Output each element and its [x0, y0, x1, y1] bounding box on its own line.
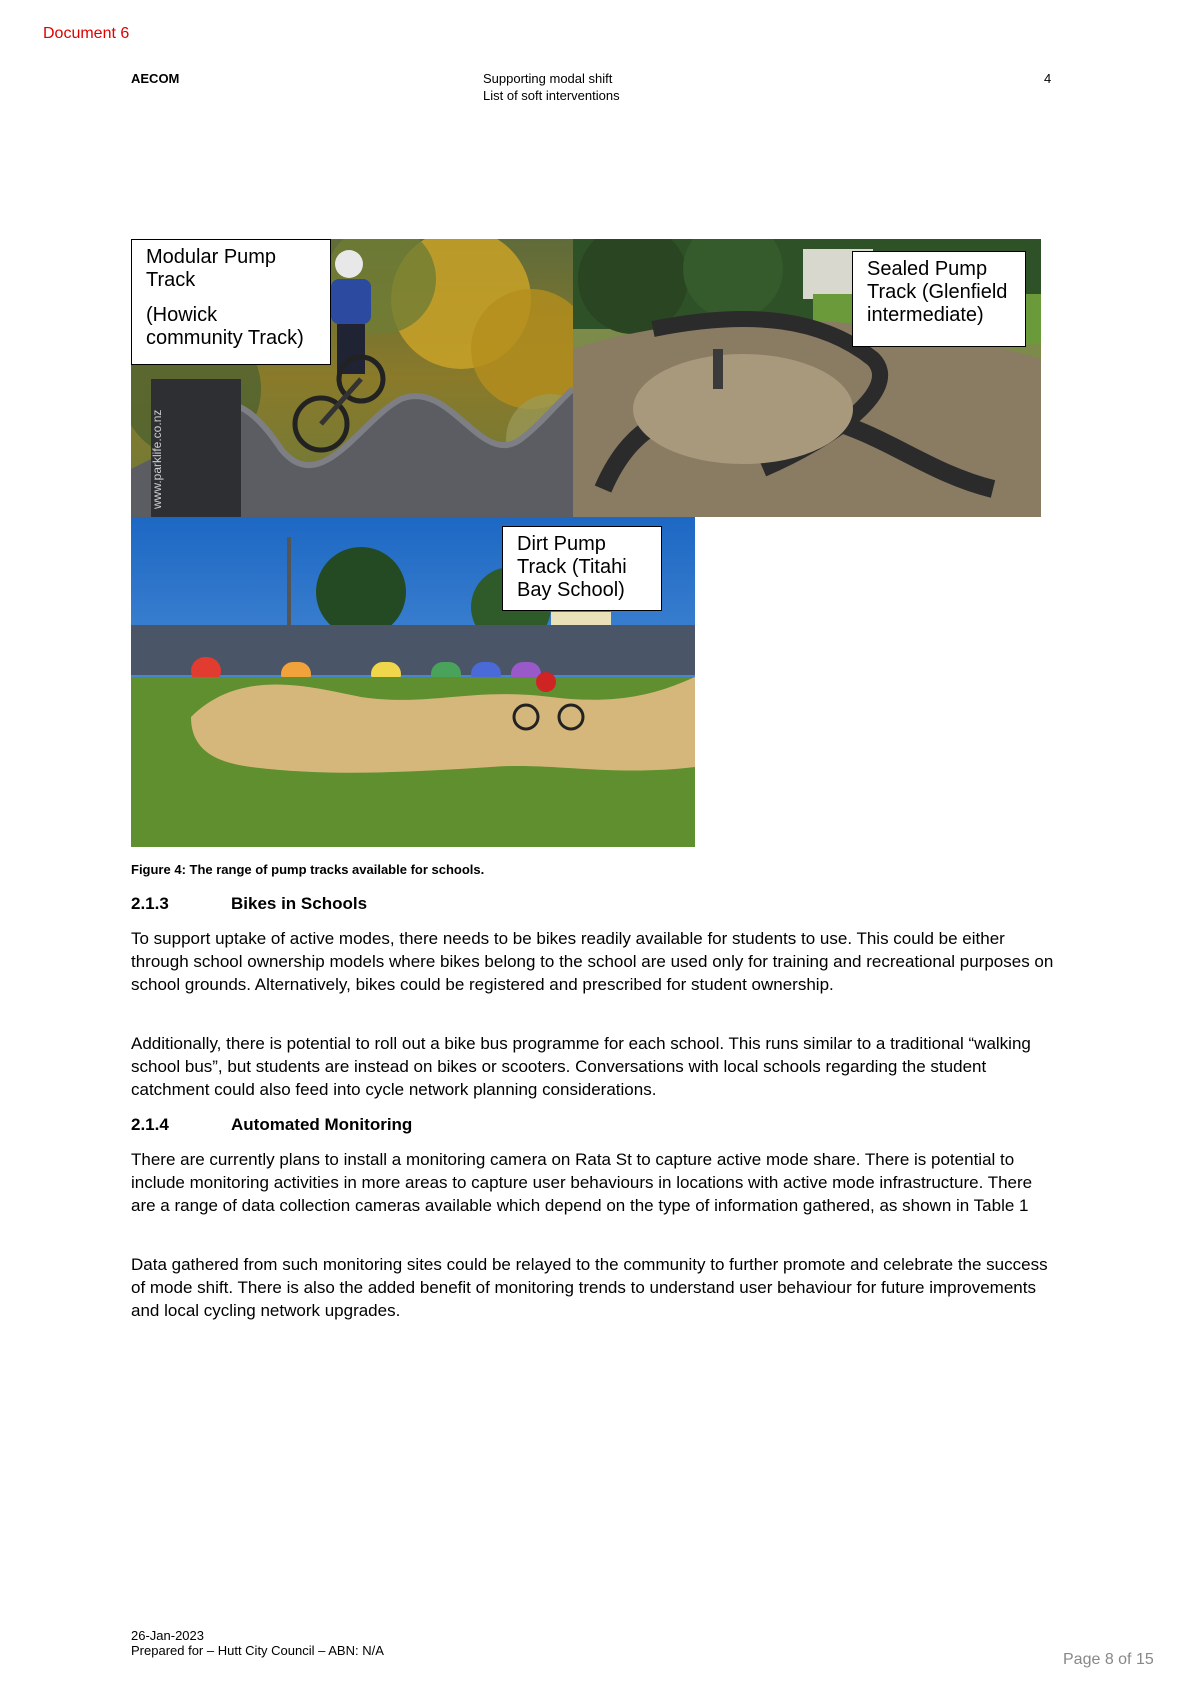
modular-pump-track-title: Modular Pump Track: [146, 246, 277, 291]
dirt-pump-track-label: [502, 526, 662, 611]
sealed-pump-track-title: Sealed Pump Track (Glenfield intermediate): [867, 258, 1008, 326]
footer-prepared-for: Prepared for – Hutt City Council – ABN: N/A: [131, 1643, 384, 1658]
header-page-number: 4: [1044, 71, 1052, 86]
paragraph: To support uptake of active modes, there needs to be bikes readily available for students to use. This could be either through school ownership models where bikes belong to the school are used only for training and recreational purposes on school grounds. Alternatively, bikes could be registered and prescribed for student ownership.: [131, 929, 1054, 994]
parklife-watermark: www.parklife.co.nz: [150, 409, 164, 509]
section-heading-automated-monitoring: [131, 1115, 412, 1135]
footer: [131, 1628, 384, 1658]
section-heading-bikes-in-schools: [131, 894, 367, 914]
footer-date: 26-Jan-2023: [131, 1628, 204, 1643]
paragraph: Additionally, there is potential to roll out a bike bus programme for each school. This runs similar to a traditional “walking school bus”, but students are instead on bikes or scooters. Conversations with local schools regarding the student catchment could also feed into cycle network planning considerations.: [131, 1034, 1031, 1099]
modular-pump-track-subtitle: (Howick community Track): [146, 304, 304, 349]
section-title: Bikes in Schools: [231, 894, 368, 913]
figure-caption: Figure 4: The range of pump tracks available for schools.: [131, 862, 485, 877]
document-tag: Document 6: [43, 25, 130, 42]
page-count: Page 8 of 15: [1063, 1651, 1154, 1668]
paragraph: Data gathered from such monitoring sites could be relayed to the community to further promote and celebrate the success of mode shift. There is also the added benefit of monitoring trends to understand user behaviour for future improvements and local cycling network upgrades.: [131, 1255, 1048, 1320]
dirt-pump-track-title: Dirt Pump Track (Titahi Bay School): [517, 533, 627, 601]
section-title: Automated Monitoring: [231, 1115, 413, 1134]
modular-pump-track-label: [131, 239, 331, 365]
header-title: [483, 70, 620, 104]
section-number: 2.1.3: [131, 894, 169, 913]
paragraph: There are currently plans to install a monitoring camera on Rata St to capture active mode share. There is potential to include monitoring activities in more areas to capture user behaviours in locations with active mode infrastructure. There are a range of data collection cameras available which depend on the type of information gathered, as shown in Table 1: [131, 1150, 1033, 1215]
header-title-line2: List of soft interventions: [483, 88, 620, 103]
section-number: 2.1.4: [131, 1115, 169, 1134]
header-title-line1: Supporting modal shift: [483, 71, 613, 86]
sealed-pump-track-label: [852, 251, 1026, 347]
header-company: AECOM: [131, 71, 180, 86]
